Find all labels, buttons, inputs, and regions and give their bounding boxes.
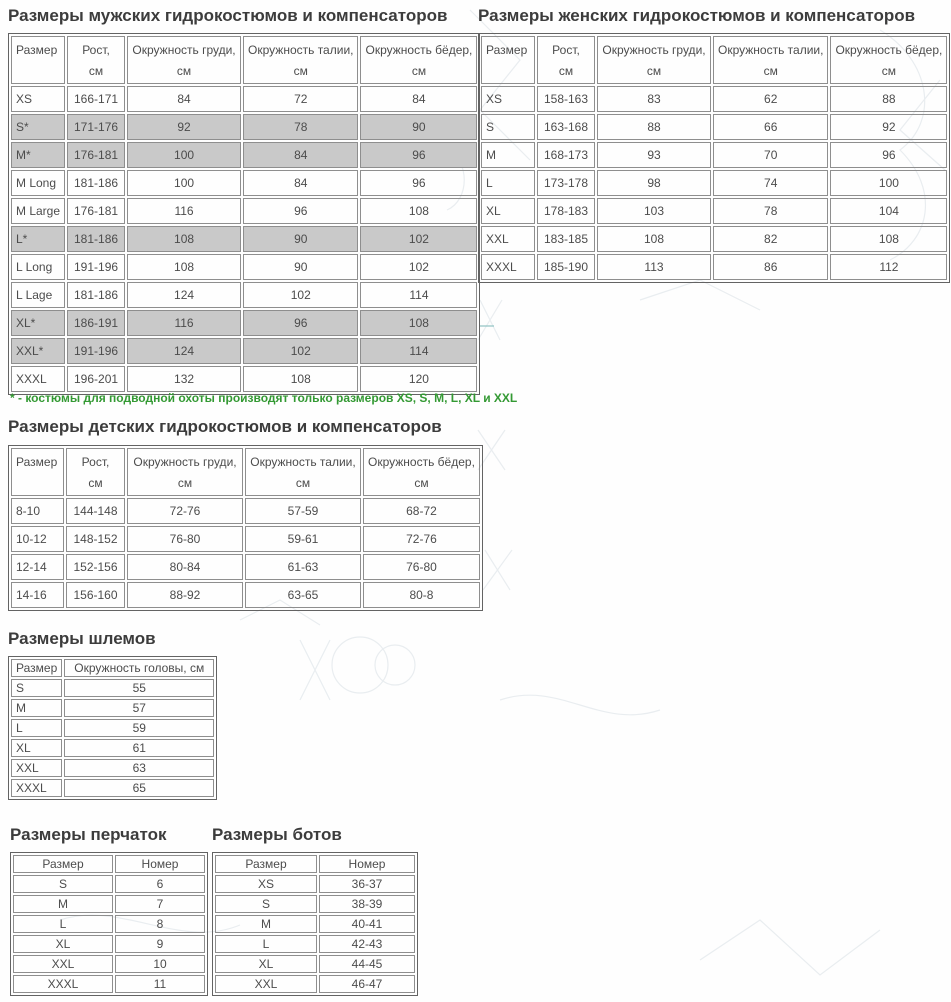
table-cell: 12-14 [11, 554, 64, 580]
table-cell: S [481, 114, 535, 140]
table-cell: 112 [830, 254, 947, 280]
table-cell: 90 [243, 226, 358, 252]
table-cell: 68-72 [363, 498, 480, 524]
table-cell: 57-59 [245, 498, 361, 524]
column-header: Окружность груди, см [127, 448, 243, 496]
table-cell: 46-47 [319, 975, 415, 993]
table-cell: 132 [127, 366, 241, 392]
table-cell: 62 [713, 86, 828, 112]
table-row [215, 915, 415, 933]
table-row [11, 170, 477, 196]
table-cell: 44-45 [319, 955, 415, 973]
table-cell: 113 [597, 254, 711, 280]
table-cell: 108 [127, 226, 241, 252]
table-cell: XL [215, 955, 317, 973]
table-cell: XXL [13, 955, 113, 973]
table-cell: 63 [64, 759, 214, 777]
column-header: Размер [11, 36, 65, 84]
column-header: Размер [13, 855, 113, 873]
table-cell: 72-76 [127, 498, 243, 524]
table-row [215, 895, 415, 913]
table-cell: S* [11, 114, 65, 140]
table-row [215, 875, 415, 893]
table-cell: 124 [127, 282, 241, 308]
table-cell: 80-8 [363, 582, 480, 608]
table-cell: 92 [830, 114, 947, 140]
table-cell: 86 [713, 254, 828, 280]
table-cell: 61-63 [245, 554, 361, 580]
spearfishing-footnote: * - костюмы для подводной охоты производят только размеров XS, S, M, L, XL и XXL [10, 391, 518, 405]
table-cell: XXL [215, 975, 317, 993]
children-sizes-table [8, 445, 483, 611]
table-cell: 65 [64, 779, 214, 797]
table-cell: XS [481, 86, 535, 112]
table-cell: 96 [243, 198, 358, 224]
column-header: Размер [481, 36, 535, 84]
header-row [13, 855, 205, 873]
column-header: Рост, см [66, 448, 125, 496]
table-cell: 96 [360, 142, 477, 168]
table-cell: 59 [64, 719, 214, 737]
table-cell: 152-156 [66, 554, 125, 580]
table-cell: 74 [713, 170, 828, 196]
table-cell: 176-181 [67, 198, 125, 224]
header-row [481, 36, 947, 84]
table-row [13, 935, 205, 953]
table-cell: 102 [360, 226, 477, 252]
column-header: Окружность груди, см [597, 36, 711, 84]
table-cell: 90 [243, 254, 358, 280]
table-cell: 156-160 [66, 582, 125, 608]
table-cell: L [481, 170, 535, 196]
column-header: Окружность талии, см [243, 36, 358, 84]
table-cell: M [215, 915, 317, 933]
table-cell: 96 [360, 170, 477, 196]
table-cell: M* [11, 142, 65, 168]
table-cell: 185-190 [537, 254, 595, 280]
table-row [481, 114, 947, 140]
table-cell: 76-80 [127, 526, 243, 552]
column-header: Окружность бёдер, см [360, 36, 477, 84]
table-row [481, 170, 947, 196]
column-header: Рост, см [537, 36, 595, 84]
table-cell: 78 [713, 198, 828, 224]
table-cell: 108 [360, 198, 477, 224]
table-cell: L* [11, 226, 65, 252]
table-cell: 88 [830, 86, 947, 112]
table-row [11, 254, 477, 280]
table-cell: 57 [64, 699, 214, 717]
table-cell: XL* [11, 310, 65, 336]
table-cell: 59-61 [245, 526, 361, 552]
table-cell: 78 [243, 114, 358, 140]
table-cell: 108 [243, 366, 358, 392]
table-cell: 80-84 [127, 554, 243, 580]
table-cell: 171-176 [67, 114, 125, 140]
table-cell: 102 [243, 338, 358, 364]
table-cell: 8-10 [11, 498, 64, 524]
table-row [11, 699, 214, 717]
column-header: Окружность талии, см [713, 36, 828, 84]
table-cell: M Long [11, 170, 65, 196]
table-cell: XXXL [13, 975, 113, 993]
table-cell: XXXL [481, 254, 535, 280]
table-cell: 9 [115, 935, 205, 953]
table-row [13, 875, 205, 893]
table-row [11, 282, 477, 308]
table-cell: 100 [127, 142, 241, 168]
table-cell: 191-196 [67, 338, 125, 364]
table-cell: XL [11, 739, 62, 757]
column-header: Окружность бёдер, см [830, 36, 947, 84]
table-row [11, 779, 214, 797]
header-row [11, 36, 477, 84]
table-cell: L [215, 935, 317, 953]
column-header: Рост, см [67, 36, 125, 84]
table-cell: XL [13, 935, 113, 953]
table-cell: 55 [64, 679, 214, 697]
table-cell: 116 [127, 310, 241, 336]
table-cell: 144-148 [66, 498, 125, 524]
table-row [11, 739, 214, 757]
table-row [11, 498, 480, 524]
table-cell: 100 [830, 170, 947, 196]
column-header: Размер [215, 855, 317, 873]
helmets-sizes-table [8, 656, 217, 800]
table-cell: 8 [115, 915, 205, 933]
table-cell: XS [215, 875, 317, 893]
table-cell: 72-76 [363, 526, 480, 552]
table-cell: 191-196 [67, 254, 125, 280]
header-row [11, 448, 480, 496]
table-cell: XL [481, 198, 535, 224]
table-cell: 84 [243, 170, 358, 196]
men-sizes-title: Размеры мужских гидрокостюмов и компенсаторов [8, 6, 448, 25]
table-cell: 104 [830, 198, 947, 224]
table-cell: 116 [127, 198, 241, 224]
table-cell: M [11, 699, 62, 717]
table-row [11, 338, 477, 364]
table-cell: 96 [243, 310, 358, 336]
table-cell: 7 [115, 895, 205, 913]
table-row [11, 198, 477, 224]
table-cell: 108 [127, 254, 241, 280]
women-sizes-title: Размеры женских гидрокостюмов и компенсаторов [478, 6, 916, 25]
table-cell: XXXL [11, 366, 65, 392]
table-cell: 93 [597, 142, 711, 168]
table-cell: XXL [481, 226, 535, 252]
table-cell: M [13, 895, 113, 913]
table-cell: 66 [713, 114, 828, 140]
table-cell: 84 [243, 142, 358, 168]
table-cell: 61 [64, 739, 214, 757]
table-row [11, 679, 214, 697]
table-cell: S [215, 895, 317, 913]
table-row [13, 955, 205, 973]
table-cell: 102 [243, 282, 358, 308]
table-row [481, 254, 947, 280]
table-row [481, 86, 947, 112]
table-row [481, 198, 947, 224]
column-header: Окружность талии, см [245, 448, 361, 496]
table-cell: 98 [597, 170, 711, 196]
table-cell: 84 [360, 86, 477, 112]
table-cell: 196-201 [67, 366, 125, 392]
table-cell: 181-186 [67, 226, 125, 252]
gloves-sizes-title: Размеры перчаток [10, 825, 167, 844]
table-cell: 166-171 [67, 86, 125, 112]
table-row [215, 935, 415, 953]
men-sizes-table [8, 33, 480, 395]
gloves-sizes-table [10, 852, 208, 996]
table-cell: 11 [115, 975, 205, 993]
table-cell: 148-152 [66, 526, 125, 552]
table-cell: 114 [360, 282, 477, 308]
column-header: Номер [319, 855, 415, 873]
table-cell: 6 [115, 875, 205, 893]
table-cell: 92 [127, 114, 241, 140]
table-cell: 36-37 [319, 875, 415, 893]
table-cell: L [11, 719, 62, 737]
table-cell: 158-163 [537, 86, 595, 112]
table-cell: 183-185 [537, 226, 595, 252]
table-cell: 42-43 [319, 935, 415, 953]
table-row [215, 955, 415, 973]
table-row [481, 142, 947, 168]
column-header: Окружность бёдер, см [363, 448, 480, 496]
column-header: Номер [115, 855, 205, 873]
table-cell: 103 [597, 198, 711, 224]
table-cell: 10 [115, 955, 205, 973]
table-cell: 96 [830, 142, 947, 168]
table-row [13, 975, 205, 993]
table-cell: 108 [830, 226, 947, 252]
table-row [11, 554, 480, 580]
table-row [11, 759, 214, 777]
column-header: Окружность груди, см [127, 36, 241, 84]
table-cell: 10-12 [11, 526, 64, 552]
table-row [11, 310, 477, 336]
column-header: Размер [11, 448, 64, 496]
table-row [11, 526, 480, 552]
boots-sizes-title: Размеры ботов [212, 825, 342, 844]
helmets-sizes-title: Размеры шлемов [8, 629, 156, 648]
table-cell: 181-186 [67, 170, 125, 196]
table-cell: L Lage [11, 282, 65, 308]
table-row [11, 114, 477, 140]
column-header: Окружность головы, см [64, 659, 214, 677]
header-row [215, 855, 415, 873]
table-row [11, 582, 480, 608]
table-cell: 168-173 [537, 142, 595, 168]
table-cell: 88 [597, 114, 711, 140]
table-cell: XXXL [11, 779, 62, 797]
table-cell: 40-41 [319, 915, 415, 933]
table-cell: M [481, 142, 535, 168]
table-row [13, 915, 205, 933]
table-cell: 90 [360, 114, 477, 140]
table-cell: 84 [127, 86, 241, 112]
table-cell: 173-178 [537, 170, 595, 196]
table-row [215, 975, 415, 993]
table-row [11, 719, 214, 737]
boots-sizes-table [212, 852, 418, 996]
table-row [11, 366, 477, 392]
table-cell: 102 [360, 254, 477, 280]
table-cell: 83 [597, 86, 711, 112]
table-cell: S [13, 875, 113, 893]
table-cell: XXL [11, 759, 62, 777]
table-cell: L [13, 915, 113, 933]
table-cell: 82 [713, 226, 828, 252]
children-sizes-title: Размеры детских гидрокостюмов и компенсаторов [8, 417, 442, 436]
table-row [481, 226, 947, 252]
column-header: Размер [11, 659, 62, 677]
table-cell: 176-181 [67, 142, 125, 168]
table-cell: M Large [11, 198, 65, 224]
table-cell: 181-186 [67, 282, 125, 308]
table-cell: 186-191 [67, 310, 125, 336]
table-cell: 38-39 [319, 895, 415, 913]
table-cell: 63-65 [245, 582, 361, 608]
table-cell: 100 [127, 170, 241, 196]
header-row [11, 659, 214, 677]
table-cell: 72 [243, 86, 358, 112]
table-cell: 76-80 [363, 554, 480, 580]
table-cell: 163-168 [537, 114, 595, 140]
table-cell: 124 [127, 338, 241, 364]
table-cell: XS [11, 86, 65, 112]
women-sizes-table [478, 33, 950, 283]
table-row [11, 86, 477, 112]
table-cell: 108 [360, 310, 477, 336]
table-row [11, 226, 477, 252]
table-cell: S [11, 679, 62, 697]
table-cell: L Long [11, 254, 65, 280]
table-row [11, 142, 477, 168]
table-cell: 108 [597, 226, 711, 252]
table-cell: XXL* [11, 338, 65, 364]
table-cell: 178-183 [537, 198, 595, 224]
table-row [13, 895, 205, 913]
table-cell: 70 [713, 142, 828, 168]
table-cell: 14-16 [11, 582, 64, 608]
table-cell: 88-92 [127, 582, 243, 608]
table-cell: 114 [360, 338, 477, 364]
table-cell: 120 [360, 366, 477, 392]
